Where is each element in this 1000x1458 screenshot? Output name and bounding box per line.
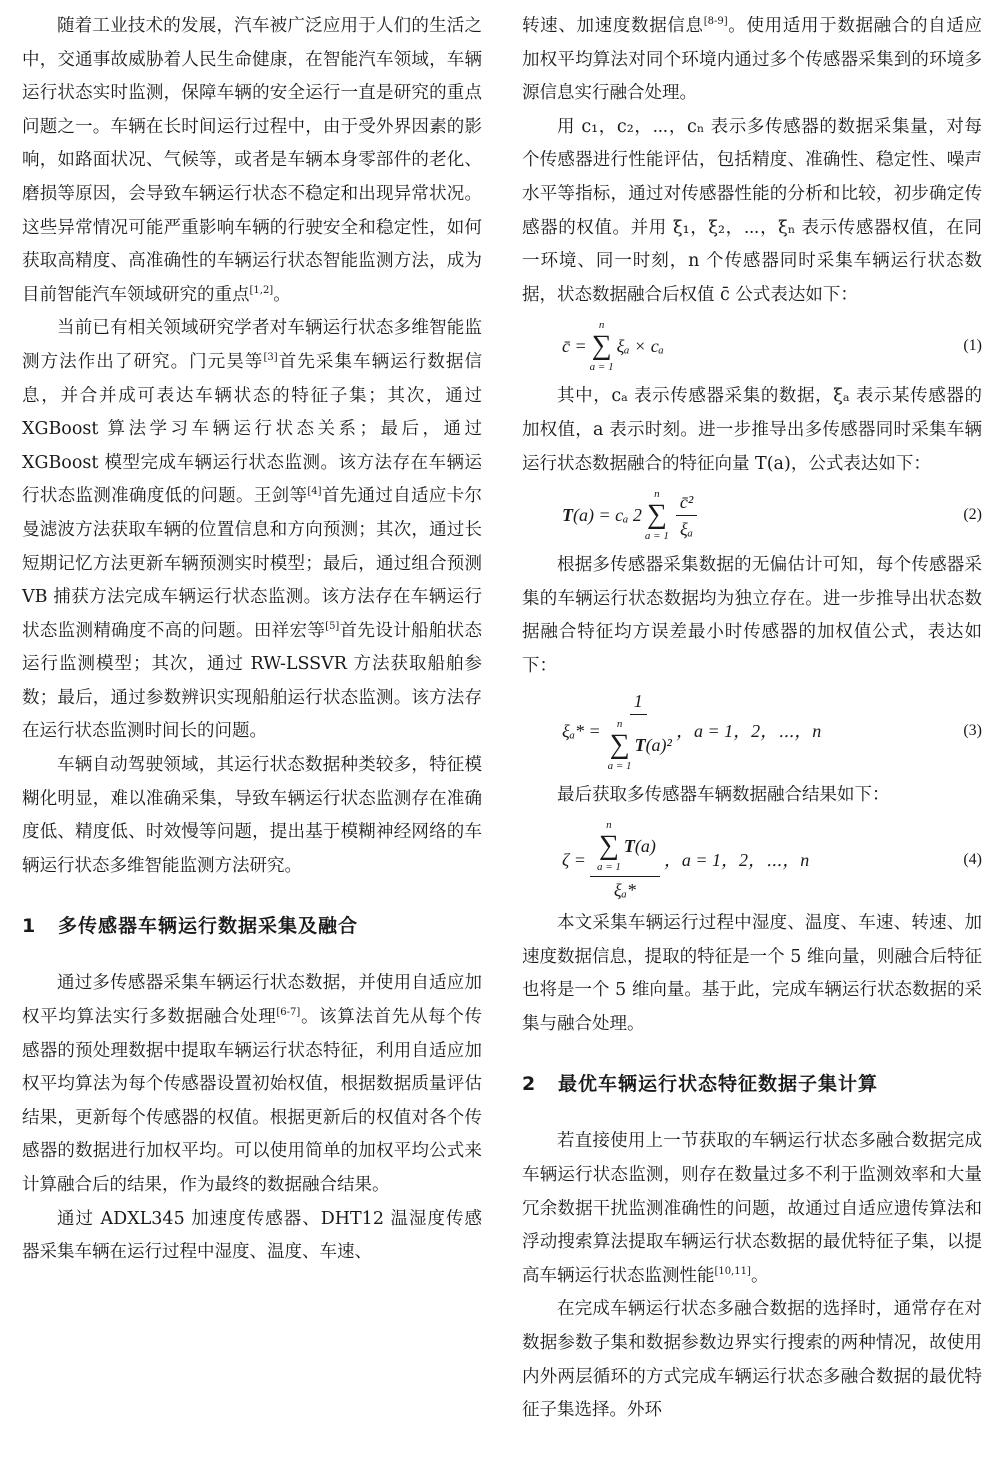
equation-1: c̄ = n ∑ a = 1 ξₐ × cₐ (1) (562, 319, 982, 374)
motivation-paragraph: 车辆自动驾驶领域，其运行状态数据种类较多，特征模糊化明显，难以准确采集，导致车辆运行状态监测存在准确度低、精度低、时效慢等问题，提出基于模糊神经网络的车辆运行状态多维智能监测方法研究。 (22, 755, 482, 876)
equation-2: T (a) = cₐ 2 n ∑ a = 1 $\frac{\text{c̄²}}{\text{ξₐ}}$ (2) (562, 488, 982, 543)
fusion-paragraph: 通过多传感器采集车辆运行状态数据，并使用自适应加权平均算法实行多数据融合处理[6-7]。该算法首先从每个传感器的预处理数据中提取车辆运行状态特征，利用自适应加权平均算法为每个传感器设置初始权值，根据数据质量评估结果，更新每个传感器的权值。根据更新后的权值对各个传感器的数据进行加权平均。可以使用简单的加权平均公式来计算融合后的结果，作为最终的数据融合结果。 (22, 973, 483, 1195)
result-paragraph: 最后获取多传感器车辆数据融合结果如下： (557, 784, 890, 805)
right-column (522, 10, 982, 1428)
summary-paragraph: 本文采集车辆运行过程中湿度、温度、车速、转速、加速度数据信息，提取的特征是一个 5 维向量，则融合后特征也将是一个 5 维向量。基于此，完成车辆运行状态数据的采集与融合处理。 (522, 913, 982, 1034)
equation-number: (2) (963, 506, 982, 524)
feature-vector-paragraph: 其中，cₐ 表示传感器采集的数据，ξₐ 表示某传感器的加权值，a 表示时刻。进一步推导出多传感器同时采集车辆运行状态数据融合的特征向量 T(a)，公式表达如下： (522, 386, 982, 474)
sensor-paragraph: 通过 ADXL345 加速度传感器、DHT12 温湿度传感器采集车辆在运行过程中湿度、温度、车速、 (22, 1208, 482, 1263)
equation-number: (4) (963, 850, 982, 868)
citation[interactable]: [4] (307, 486, 322, 498)
left-column (22, 10, 482, 1270)
citation[interactable]: [6-7] (276, 1007, 301, 1019)
equation-number: (1) (963, 337, 982, 355)
unbiased-paragraph: 根据多传感器采集数据的无偏估计可知，每个传感器采集的车辆运行状态数据均为独立存在。进一步推导出状态数据融合特征均方误差最小时传感器的加权值公式，表达如下： (522, 555, 982, 676)
continued-paragraph: 转速、加速度数据信息[8-9]。使用适用于数据融合的自适应加权平均算法对同个环境内通过多个传感器采集到的环境多源信息实行融合处理。 (522, 16, 983, 104)
equation-number: (3) (963, 722, 982, 739)
fraction: $\frac{\text{c̄²}}{\text{ξₐ}}$ (676, 491, 697, 540)
citation[interactable]: [8-9] (703, 16, 728, 27)
fraction: 1 n ∑ a = 1 T (a)² (607, 690, 672, 772)
weight-paragraph: 用 c₁，c₂，⋯，cₙ 表示多传感器的数据采集量，对每个传感器进行性能评估，包括精度、准确性、稳定性、噪声水平等指标，通过对传感器性能的分析和比较，初步确定传感器的权值。并用 ξ₁，ξ₂，⋯，ξₙ 表示传感器权值，在同一环境、同一时刻，n 个传感器同时采集车辆运行状态数据，状态数据融合后权值 c̄ 公式表达如下： (522, 116, 982, 305)
citation[interactable]: [5] (325, 620, 340, 632)
intro-paragraph: 随着工业技术的发展，汽车被广泛应用于人们的生活之中，交通事故威胁着人民生命健康，在智能汽车领域，车辆运行状态实时监测，保障车辆的安全运行一直是研究的重点问题之一。车辆在长时间运行过程中，由于受外界因素的影响，如路面状况、气候等，或者是车辆本身零部件的老化、磨损等原因，会导致车辆运行状态不稳定和出现异常状况。这些异常情况可能严重影响车辆的行驶安全和稳定性，如何获取高精度、高准确性的车辆运行状态智能监测方法，成为目前智能汽车领域研究的重点[1,2]。 (22, 16, 482, 305)
section-heading-2: 2 最优车辆运行状态特征数据子集计算 (522, 1073, 879, 1096)
related-work-paragraph: 当前已有相关领域研究学者对车辆运行状态多维智能监测方法作出了研究。门元昊等[3]首先采集车辆运行数据信息，并合并成可表达车辆状态的特征子集；其次，通过 XGBoost 算法学习车辆运行状态关系；最后，通过 XGBoost 模型完成车辆运行状态监测。该方法存在车辆运行状态监测准确度低的问题。王剑等[4]首先通过自适应卡尔曼滤波方法获取车辆的位置信息和方向预测；其次，通过长短期记忆方法更新车辆预测实时模型；最后，通过组合预测 VB 捕获方法完成车辆运行状态监测。该方法存在车辆运行状态监测精确度不高的问题。田祥宏等[5]首先设计船舶状态运行监测模型；其次，通过 RW-LSSVR 方法获取船舶参数；最后，通过参数辨识实现船舶运行状态监测。该方法存在运行状态监测时间长的问题。 (22, 318, 483, 742)
equation-3: ξₐ* = 1 n ∑ a = 1 T (a)² ，a = 1，2，⋯，n (3) (562, 690, 982, 772)
subset-paragraph: 若直接使用上一节获取的车辆运行状态多融合数据完成车辆运行状态监测，则存在数量过多不利于监测效率和大量冗余数据干扰监测准确性的问题，故通过自适应遗传算法和浮动搜索算法提取车辆运行状态数据的最优特征子集，以提高车辆运行状态监测性能[10,11]。 (522, 1131, 982, 1286)
equation-4: ζ = n ∑ a = 1 T (a) ξₐ* ，a = 1，2，⋯，n (4) (562, 819, 982, 901)
section-heading-1: 1 多传感器车辆运行数据采集及融合 (22, 915, 359, 938)
fraction: n ∑ a = 1 T (a) ξₐ* (590, 818, 660, 901)
summation-symbol: n ∑ a = 1 (589, 319, 614, 374)
loop-paragraph: 在完成车辆运行状态多融合数据的选择时，通常存在对数据参数子集和数据参数边界实行搜索的两种情况，故使用内外两层循环的方式完成车辆运行状态多融合数据的最优特征子集选择。外环 (522, 1299, 982, 1421)
citation[interactable]: [10,11] (714, 1265, 751, 1277)
summation-symbol: n ∑ a = 1 (596, 819, 621, 874)
summation-symbol: n ∑ a = 1 (607, 717, 632, 772)
citation[interactable]: [3] (263, 351, 278, 363)
citation[interactable]: [1,2] (249, 284, 274, 296)
summation-symbol: n ∑ a = 1 (644, 488, 669, 543)
